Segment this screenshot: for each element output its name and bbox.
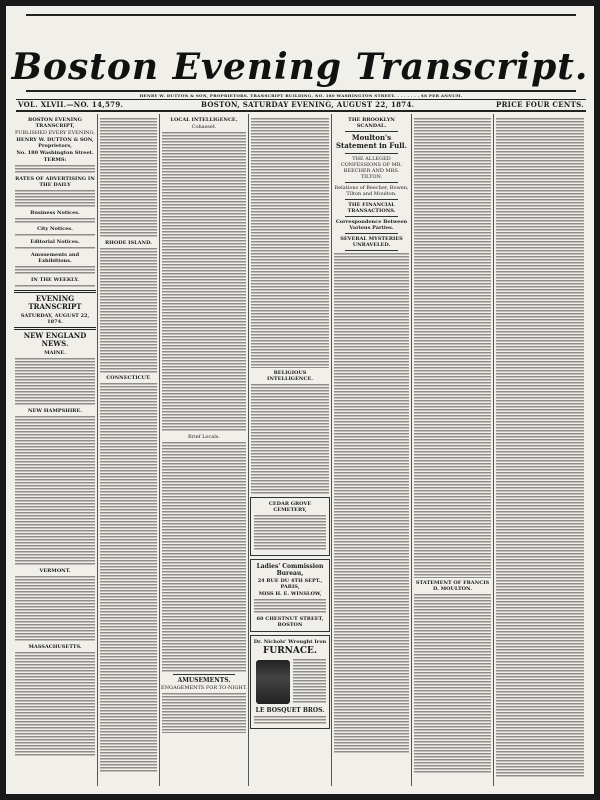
column-rule: [159, 114, 160, 786]
ad-text: [293, 659, 326, 703]
publisher-line: HENRY W. DUTTON & SON, Proprietors,: [16, 137, 94, 149]
column-2: [99, 116, 158, 775]
bureau-ad-address: 24 RUE DU 4TH SEPT., PARIS,: [257, 578, 323, 591]
article-text: [15, 285, 95, 288]
publisher-name: BOSTON EVENING TRANSCRIPT,: [28, 117, 82, 129]
furnace-advertisement: [250, 635, 330, 729]
section-title: EVENING TRANSCRIPT: [28, 294, 82, 312]
cemetery-advertisement: [250, 497, 330, 556]
terms-heading: TERMS:: [43, 157, 67, 163]
local-intelligence-heading: LOCAL INTELLIGENCE.: [170, 117, 238, 123]
date-line: BOSTON, SATURDAY EVENING, AUGUST 22, 1874.: [201, 100, 415, 109]
article-text: [162, 442, 246, 672]
article-text: [162, 132, 246, 432]
article-text: [251, 384, 329, 494]
bureau-ad-name: MISS H. E. WINSLOW,: [258, 591, 322, 598]
column-3: [161, 116, 247, 735]
subheadline-confessions: THE ALLEGED CONFESSIONS OF MR. BEECHER AND MRS. TILTON.: [340, 155, 403, 180]
article-text: [15, 416, 95, 566]
newspaper-page: [6, 6, 594, 794]
article-text: [414, 118, 491, 578]
state-heading-new-hampshire: NEW HAMPSHIRE.: [27, 407, 83, 414]
column-1: [14, 116, 96, 759]
cemetery-ad-title: CEDAR GROVE CEMETERY,: [268, 501, 312, 513]
weekly-heading: IN THE WEEKLY.: [30, 277, 80, 283]
statement-heading: STATEMENT OF FRANCIS D. MOULTON.: [415, 580, 490, 592]
state-heading-vermont: VERMONT.: [39, 567, 71, 574]
subheadline-financial: THE FINANCIAL TRANSACTIONS.: [347, 201, 396, 214]
business-notices-heading: Business Notices.: [30, 210, 80, 216]
subheadline-relations: Relations of Beecher, Bowen, Tilton and Moulton.: [334, 184, 409, 197]
article-text: [496, 118, 584, 778]
ad-text: [254, 716, 326, 724]
column-rule: [97, 114, 98, 786]
news-heading: NEW ENGLAND NEWS.: [23, 330, 87, 349]
local-subhead: Cohasset.: [191, 124, 217, 130]
imprint-line: HENRY W. DUTTON & SON, PROPRIETORS. TRANSCRIPT BUILDING, NO. 180 WASHINGTON STREET. . . . . . . . $8 PER ANNUM.: [139, 93, 463, 98]
amusements-notices-heading: Amusements and Exhibitions.: [30, 252, 80, 264]
state-heading-massachusetts: MASSACHUSETTS.: [28, 643, 82, 650]
publisher-address: No. 180 Washington Street.: [16, 150, 94, 156]
article-text: [15, 165, 95, 174]
masthead-rule: [26, 90, 576, 92]
bureau-ad-street: 60 CHESTNUT STREET, BOSTON: [256, 616, 324, 629]
top-rule: [26, 14, 576, 16]
article-text: [15, 266, 95, 275]
column-7: [495, 116, 585, 780]
article-text: [15, 576, 95, 642]
article-text: [15, 218, 95, 224]
amusements-subhead: ENGAGEMENTS FOR TO-NIGHT.: [161, 685, 247, 692]
section-date: SATURDAY, AUGUST 22, 1874.: [20, 312, 90, 325]
headline-moulton-statement: Moulton's Statement in Full.: [335, 133, 407, 151]
article-text: [251, 118, 329, 368]
ad-text: [254, 515, 326, 551]
subheadline-mysteries: SEVERAL MYSTERIES UNRAVELED.: [340, 235, 403, 248]
rates-heading: RATES OF ADVERTISING IN THE DAILY: [15, 176, 95, 188]
brief-locals-heading: Brief Locals.: [188, 434, 220, 440]
dateline-rule: [16, 110, 586, 112]
article-text: [334, 253, 409, 753]
amusements-heading: AMUSEMENTS.: [177, 677, 231, 684]
column-rule: [411, 114, 412, 786]
city-notices-heading: City Notices.: [37, 226, 73, 232]
ad-text: [254, 599, 326, 614]
furnace-ad-heading: FURNACE.: [262, 646, 318, 657]
religious-intelligence-heading: RELIGIOUS INTELLIGENCE.: [267, 370, 313, 382]
price: PRICE FOUR CENTS.: [496, 100, 584, 109]
article-text: [15, 652, 95, 757]
column-rule: [493, 114, 494, 786]
furnace-ad-title: Dr. Nichols' Wrought Iron: [253, 639, 327, 646]
article-text: [15, 190, 95, 208]
state-heading-connecticut: CONNECTICUT.: [106, 375, 151, 381]
column-rule: [331, 114, 332, 786]
column-5: [333, 116, 410, 755]
column-6: [413, 116, 492, 776]
state-heading-maine: MAINE.: [44, 349, 66, 356]
article-text: [414, 594, 491, 774]
column-rule: [248, 114, 249, 786]
article-text: [15, 234, 95, 237]
article-text: [100, 383, 157, 773]
bureau-ad-title: Ladies' Commission Bureau,: [256, 563, 324, 578]
article-text: [15, 358, 95, 406]
editorial-notices-heading: Editorial Notices.: [30, 239, 80, 245]
furnace-ad-maker: LE BOSQUET BROS.: [255, 707, 325, 715]
article-text: [162, 693, 246, 733]
headline-brooklyn-scandal: THE BROOKLYN SCANDAL.: [348, 117, 395, 129]
bureau-advertisement: [250, 559, 330, 632]
volume-number: VOL. XLVII.—NO. 14,579.: [18, 100, 124, 109]
column-4: [250, 116, 330, 732]
publisher-line: PUBLISHED EVERY EVENING,: [15, 130, 95, 136]
furnace-illustration-icon: [256, 660, 290, 704]
subheadline-correspondence: Correspondence Between Various Parties.: [335, 218, 408, 231]
article-text: [100, 118, 157, 238]
article-text: [100, 248, 157, 373]
state-heading-rhode-island: RHODE ISLAND.: [105, 240, 152, 246]
article-text: [15, 247, 95, 250]
masthead-title: Boston Evening Transcript.: [11, 46, 589, 88]
